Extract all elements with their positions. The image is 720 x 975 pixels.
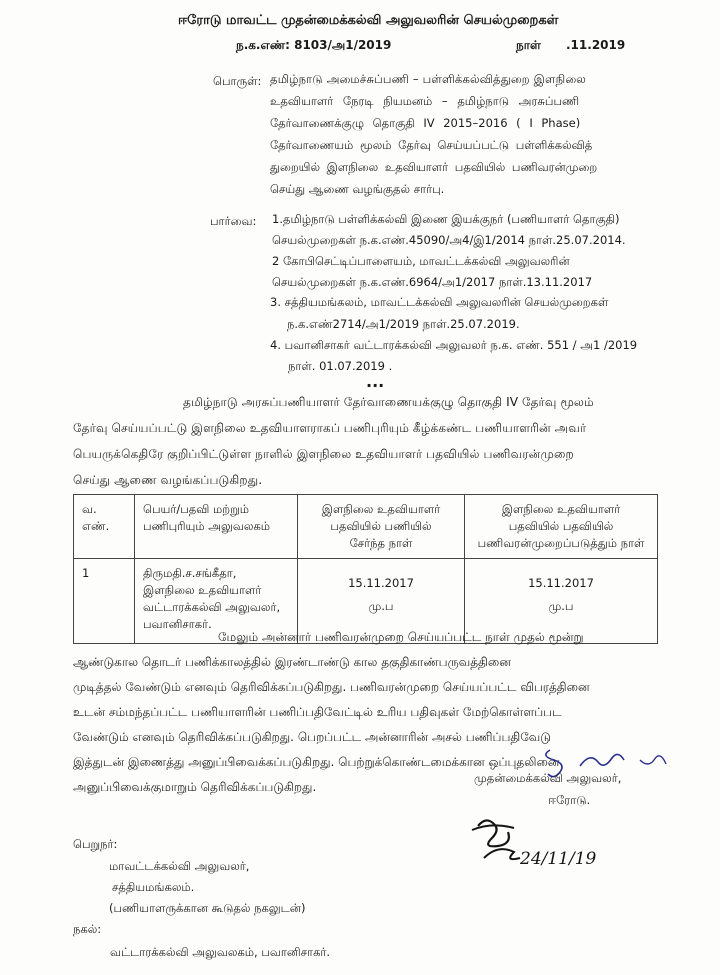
reference-line: ந.க.எண்2714/அ1/2019 நாள்.25.07.2019. [287, 317, 520, 331]
subject-line: செய்து ஆணை வழங்குதல் சார்பு. [270, 182, 445, 196]
closing-line: அனுப்பிவைக்குமாறும் தெரிவிக்கப்படுகிறது. [73, 780, 317, 794]
signature [462, 808, 612, 870]
table-header-row [74, 495, 658, 559]
join-date: 15.11.2017 [348, 576, 414, 590]
recipient-line: (பணியாளருக்கான கூடுதல் நகலுடன்) [109, 901, 306, 915]
date-label: நாள் [516, 38, 541, 52]
reference-line: செயல்முறைகள் ந.க.எண்.45090/அ4/இ1/2014 நாள்.25.07.2014. [272, 233, 626, 247]
intro-line: தேர்வு செய்யப்பட்டு இளநிலை உதவியாளராகப் பணிபுரியும் கீழ்க்கண்ட பணியாளரின் அவர் [73, 421, 587, 435]
intro-line: தமிழ்நாடு அரசுப்பணியாளர் தேர்வாணையக்குழு தொகுதி IV தேர்வு மூலம் [183, 395, 594, 409]
reference-line: 1.தமிழ்நாடு பள்ளிக்கல்வி இணை இயக்குநர் (பணியாளர் தொகுதி) [272, 212, 620, 226]
recipient-line: மாவட்டக்கல்வி அலுவலர், [109, 859, 250, 873]
reference-line: 4. பவானிசாகர் வட்டாரக்கல்வி அலுவலர் ந.க. எண். 551 / அ1 /2019 [270, 338, 638, 352]
copy-label: நகல்: [73, 922, 102, 936]
subject-line: துறையில் இளநிலை உதவியாளர் பதவியில் பணிவரன்முறை [270, 160, 598, 174]
subject-block [270, 74, 665, 206]
subject-line: தேர்வாணைக்குழு தொகுதி IV 2015–2016 ( I Phase) [270, 116, 581, 130]
reference-line: நாள். 01.07.2019 . [288, 359, 393, 373]
reference-line: செயல்முறைகள் ந.க.எண்.6964/அ1/2017 நாள்.13.11.2017 [272, 275, 593, 289]
regularisation-table [73, 494, 658, 644]
subject-line: உதவியாளர் நேரடி நியமனம் – தமிழ்நாடு அரசுப்பணி [270, 94, 580, 108]
header-regularisation-date: இளநிலை உதவியாளர் பதவியில் பதவியில் பணிவரன்முறைப்படுத்தும் நாள் [465, 495, 658, 559]
copy-line: வட்டாரக்கல்வி அலுவலகம், பவானிசாகர். [110, 945, 331, 959]
closing-line: வேண்டும் எனவும் தெரிவிக்கப்படுகிறது. பெறப்பட்ட அன்னாரின் அசல் பணிப்பதிவேடு [73, 730, 551, 744]
regularisation-date: 15.11.2017 [528, 576, 594, 590]
recipient-label: பெறுநர்: [73, 837, 118, 851]
date-value: .11.2019 [566, 38, 626, 52]
ellipsis: ... [366, 372, 385, 391]
closing-line: முடித்தல் வேண்டும் எனவும் தெரிவிக்கப்படுகிறது. பணிவரன்முறை செய்யப்பட்ட விபரத்தினை [73, 680, 590, 694]
reference-line: 2 கோபிசெட்டிப்பாளையம், மாவட்டக்கல்வி அலுவலரின் [272, 254, 570, 268]
intro-line: பெயருக்கெதிரே குறிப்பிட்டுள்ள நாளில் இளநிலை உதவியாளர் பதவியில் பணிவரன்முறை [73, 447, 574, 461]
cell-name: திருமதி.ச.சங்கீதா, இளநிலை உதவியாளர் வட்டாரக்கல்வி அலுவலர், பவானிசாகர். [135, 559, 298, 644]
header-name: பெயர்/பதவி மற்றும் பணிபுரியும் அலுவலகம் [135, 495, 298, 559]
reference-label: பார்வை: [210, 214, 257, 228]
reference-number: ந.க.எண்: 8103/அ1/2019 [236, 38, 392, 52]
signatory-place: ஈரோடு. [548, 793, 591, 807]
subject-line: தேர்வாணையம் மூலம் தேர்வு செய்யப்பட்டு பள்ளிக்கல்வித் [270, 138, 593, 152]
intro-paragraph [73, 389, 656, 493]
closing-line: மேலும் அன்னார் பணிவரன்முறை செய்யப்பட்ட நாள் முதல் மூன்று [218, 630, 584, 644]
office-title: ஈரோடு மாவட்ட முதன்மைக்கல்வி அலுவலரின் செயல்முறைகள் [178, 13, 559, 28]
reference-line: 3. சத்தியமங்கலம், மாவட்டக்கல்வி அலுவலரின் செயல்முறைகள் [270, 295, 609, 309]
header-join-date: இளநிலை உதவியாளர் பதவியில் பணியில் சேர்ந்த நாள் [298, 495, 465, 559]
closing-line: ஆண்டுகால தொடர் பணிக்காலத்தில் இரண்டாண்டு கால தகுதிகாண்பருவத்தினை [73, 655, 511, 669]
intro-line: செய்து ஆணை வழங்கப்படுகிறது. [73, 473, 263, 487]
cell-serial: 1 [74, 559, 135, 644]
closing-line: இத்துடன் இணைத்து அனுப்பிவைக்கப்படுகிறது. பெற்றுக்கொண்டமைக்கான ஒப்புதலினை [73, 755, 560, 769]
recipient-line: சத்தியமங்கலம். [112, 880, 195, 894]
subject-line: தமிழ்நாடு அமைச்சுப்பணி – பள்ளிக்கல்வித்துறை இளநிலை [270, 72, 586, 86]
closing-line: உடன் சம்மந்தப்பட்ட பணியாளரின் பணிப்பதிவேட்டில் உரிய பதிவுகள் மேற்கொள்ளப்பட [73, 705, 562, 719]
header-serial: வ. எண். [74, 495, 135, 559]
subject-label: பொருள்: [213, 74, 262, 88]
join-session: மு.ப [368, 599, 394, 613]
regularisation-session: மு.ப [548, 599, 574, 613]
signatory-title: முதன்மைக்கல்வி அலுவலர், [474, 771, 622, 785]
signature-scrawl: 24/11/19 [520, 849, 597, 869]
